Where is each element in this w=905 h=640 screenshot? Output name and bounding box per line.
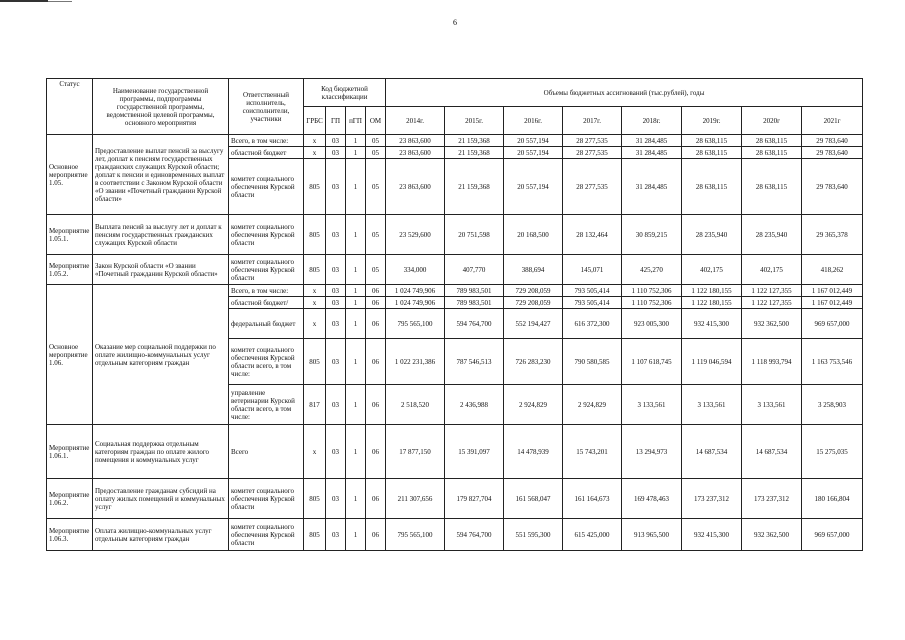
amount-cell: 793 505,414	[563, 297, 622, 309]
amount-cell: 20 168,500	[504, 215, 563, 255]
code-gp-cell: 03	[326, 285, 346, 297]
amount-cell: 31 284,485	[622, 147, 682, 159]
amount-cell: 923 005,300	[622, 309, 682, 339]
amount-cell: 616 372,300	[563, 309, 622, 339]
amount-cell: 729 208,059	[504, 285, 563, 297]
code-om-cell: 05	[366, 255, 386, 285]
amount-cell: 20 557,194	[504, 147, 563, 159]
amount-cell: 795 565,100	[386, 309, 445, 339]
program-name-cell: Оказание мер социальной поддержки по оплате жилищно-коммунальных услуг отдельным категориям граждан	[93, 285, 229, 425]
table-row	[47, 135, 863, 147]
header-volumes-group: Объемы бюджетных ассигнований (тыс.рублей), годы	[386, 79, 863, 107]
table-row	[47, 255, 863, 285]
code-pgp-cell: 1	[346, 519, 366, 551]
code-grbs-cell: 805	[304, 519, 326, 551]
code-om-cell: 05	[366, 159, 386, 215]
amount-cell: 795 565,100	[386, 519, 445, 551]
code-pgp-cell: 1	[346, 135, 366, 147]
code-gp-cell: 03	[326, 519, 346, 551]
amount-cell: 729 208,059	[504, 297, 563, 309]
amount-cell: 407,770	[445, 255, 504, 285]
table-row	[47, 425, 863, 479]
executor-cell: комитет социального обеспечения Курской области	[229, 519, 304, 551]
amount-cell: 161 568,047	[504, 479, 563, 519]
status-cell: Мероприятие 1.06.2.	[47, 479, 93, 519]
amount-cell: 334,000	[386, 255, 445, 285]
code-grbs-cell: x	[304, 135, 326, 147]
header-program-name: Наименование государственной программы, подпрограммы государственной программы, ведомственной целевой программы, основного мероприятия	[93, 79, 229, 135]
amount-cell: 180 166,804	[802, 479, 863, 519]
amount-cell: 388,694	[504, 255, 563, 285]
amount-cell: 969 657,000	[802, 519, 863, 551]
amount-cell: 3 133,561	[622, 385, 682, 425]
code-pgp-cell: 1	[346, 309, 366, 339]
code-grbs-cell: x	[304, 147, 326, 159]
amount-cell: 28 235,940	[682, 215, 742, 255]
amount-cell: 17 877,150	[386, 425, 445, 479]
amount-cell: 1 122 127,355	[742, 297, 802, 309]
code-grbs-cell: 805	[304, 215, 326, 255]
amount-cell: 211 307,656	[386, 479, 445, 519]
amount-cell: 551 595,300	[504, 519, 563, 551]
code-pgp-cell: 1	[346, 385, 366, 425]
amount-cell: 726 283,230	[504, 339, 563, 385]
code-grbs-cell: x	[304, 297, 326, 309]
code-gp-cell: 03	[326, 309, 346, 339]
amount-cell: 1 022 231,386	[386, 339, 445, 385]
amount-cell: 14 478,939	[504, 425, 563, 479]
executor-cell: комитет социального обеспечения Курской области	[229, 215, 304, 255]
amount-cell: 14 687,534	[682, 425, 742, 479]
amount-cell: 15 275,035	[802, 425, 863, 479]
amount-cell: 28 638,115	[682, 135, 742, 147]
code-om-cell: 06	[366, 309, 386, 339]
header-year: 2014г.	[386, 107, 445, 135]
amount-cell: 21 159,368	[445, 135, 504, 147]
amount-cell: 169 478,463	[622, 479, 682, 519]
amount-cell: 29 783,640	[802, 159, 863, 215]
amount-cell: 2 924,829	[504, 385, 563, 425]
amount-cell: 30 859,215	[622, 215, 682, 255]
amount-cell: 1 110 752,306	[622, 285, 682, 297]
amount-cell: 402,175	[742, 255, 802, 285]
executor-cell: комитет социального обеспечения Курской области	[229, 159, 304, 215]
amount-cell: 615 425,000	[563, 519, 622, 551]
status-cell: Мероприятие 1.05.1.	[47, 215, 93, 255]
amount-cell: 28 277,535	[563, 147, 622, 159]
code-pgp-cell: 1	[346, 147, 366, 159]
header-year: 2018г.	[622, 107, 682, 135]
amount-cell: 932 362,500	[742, 519, 802, 551]
amount-cell: 1 024 749,906	[386, 297, 445, 309]
amount-cell: 789 983,501	[445, 297, 504, 309]
amount-cell: 31 284,485	[622, 159, 682, 215]
executor-cell: Всего, в том числе:	[229, 285, 304, 297]
table-row	[47, 285, 863, 297]
amount-cell: 1 122 180,155	[682, 285, 742, 297]
code-pgp-cell: 1	[346, 479, 366, 519]
header-code: ГРБС	[304, 107, 326, 135]
amount-cell: 145,071	[563, 255, 622, 285]
header-year: 2015г.	[445, 107, 504, 135]
amount-cell: 23 863,600	[386, 135, 445, 147]
code-gp-cell: 03	[326, 385, 346, 425]
amount-cell: 913 965,500	[622, 519, 682, 551]
amount-cell: 3 133,561	[682, 385, 742, 425]
amount-cell: 21 159,368	[445, 159, 504, 215]
code-gp-cell: 03	[326, 255, 346, 285]
code-om-cell: 05	[366, 135, 386, 147]
header-year: 2017г.	[563, 107, 622, 135]
executor-cell: комитет социального обеспечения Курской области	[229, 255, 304, 285]
table-row	[47, 215, 863, 255]
amount-cell: 2 436,988	[445, 385, 504, 425]
amount-cell: 31 284,485	[622, 135, 682, 147]
code-grbs-cell: x	[304, 309, 326, 339]
status-cell: Мероприятие 1.06.1.	[47, 425, 93, 479]
page-number: 6	[453, 18, 457, 27]
amount-cell: 173 237,312	[682, 479, 742, 519]
program-name-cell: Социальная поддержка отдельным категориям граждан по оплате жилого помещения и коммунальных услуг	[93, 425, 229, 479]
amount-cell: 173 237,312	[742, 479, 802, 519]
program-name-cell: Выплата пенсий за выслугу лет и доплат к пенсиям государственных гражданских служащих Курской области	[93, 215, 229, 255]
amount-cell: 29 783,640	[802, 147, 863, 159]
amount-cell: 28 235,940	[742, 215, 802, 255]
code-pgp-cell: 1	[346, 159, 366, 215]
program-name-cell: Закон Курской области «О звании «Почетный гражданин Курской области»	[93, 255, 229, 285]
executor-cell: комитет социального обеспечения Курской области	[229, 479, 304, 519]
amount-cell: 28 638,115	[682, 147, 742, 159]
code-pgp-cell: 1	[346, 425, 366, 479]
scan-mark	[48, 1, 72, 2]
amount-cell: 2 924,829	[563, 385, 622, 425]
code-om-cell: 06	[366, 285, 386, 297]
code-gp-cell: 03	[326, 215, 346, 255]
code-om-cell: 05	[366, 215, 386, 255]
amount-cell: 1 122 127,355	[742, 285, 802, 297]
amount-cell: 13 294,973	[622, 425, 682, 479]
header-code: пГП	[346, 107, 366, 135]
code-om-cell: 06	[366, 385, 386, 425]
amount-cell: 28 638,115	[742, 147, 802, 159]
code-grbs-cell: x	[304, 285, 326, 297]
header-code: ГП	[326, 107, 346, 135]
amount-cell: 1 118 993,794	[742, 339, 802, 385]
amount-cell: 425,270	[622, 255, 682, 285]
status-cell: Основное мероприятие 1.05.	[47, 135, 93, 215]
amount-cell: 402,175	[682, 255, 742, 285]
code-gp-cell: 03	[326, 339, 346, 385]
header-executor: Ответственный исполнитель, соисполнители, участники	[229, 79, 304, 135]
code-grbs-cell: 817	[304, 385, 326, 425]
amount-cell: 15 391,097	[445, 425, 504, 479]
code-gp-cell: 03	[326, 135, 346, 147]
amount-cell: 161 164,673	[563, 479, 622, 519]
code-om-cell: 06	[366, 297, 386, 309]
amount-cell: 594 764,700	[445, 519, 504, 551]
amount-cell: 28 132,464	[563, 215, 622, 255]
amount-cell: 1 107 618,745	[622, 339, 682, 385]
amount-cell: 20 751,598	[445, 215, 504, 255]
program-name-cell: Предоставление выплат пенсий за выслугу лет, доплат к пенсиям государственных гражданских служащих Курской области; доплат к пенсии и единовременных выплат в соответствии с Законом Курской области «О звании «Почетный гражданин Курской области»	[93, 135, 229, 215]
amount-cell: 2 518,520	[386, 385, 445, 425]
code-om-cell: 05	[366, 147, 386, 159]
program-name-cell: Оплата жилищно-коммунальных услуг отдельным категориям граждан	[93, 519, 229, 551]
amount-cell: 418,262	[802, 255, 863, 285]
amount-cell: 1 163 753,546	[802, 339, 863, 385]
code-pgp-cell: 1	[346, 255, 366, 285]
amount-cell: 28 638,115	[682, 159, 742, 215]
amount-cell: 1 110 752,306	[622, 297, 682, 309]
amount-cell: 15 743,201	[563, 425, 622, 479]
amount-cell: 28 277,535	[563, 135, 622, 147]
code-grbs-cell: 805	[304, 479, 326, 519]
amount-cell: 594 764,700	[445, 309, 504, 339]
amount-cell: 29 365,378	[802, 215, 863, 255]
code-grbs-cell: 805	[304, 159, 326, 215]
code-grbs-cell: 805	[304, 339, 326, 385]
amount-cell: 552 194,427	[504, 309, 563, 339]
header-status: Статус	[47, 79, 93, 135]
code-om-cell: 06	[366, 425, 386, 479]
header-code-group: Код бюджетной классификации	[304, 79, 386, 107]
amount-cell: 932 415,300	[682, 309, 742, 339]
amount-cell: 1 122 180,155	[682, 297, 742, 309]
executor-cell: федеральный бюджет	[229, 309, 304, 339]
status-cell: Мероприятие 1.06.3.	[47, 519, 93, 551]
header-code: ОМ	[366, 107, 386, 135]
code-gp-cell: 03	[326, 159, 346, 215]
amount-cell: 1 024 749,906	[386, 285, 445, 297]
amount-cell: 28 277,535	[563, 159, 622, 215]
code-pgp-cell: 1	[346, 215, 366, 255]
table-row	[47, 519, 863, 551]
scan-mark	[0, 0, 48, 2]
header-year: 2020г	[742, 107, 802, 135]
executor-cell: комитет социального обеспечения Курской области всего, в том числе:	[229, 339, 304, 385]
amount-cell: 21 159,368	[445, 147, 504, 159]
amount-cell: 932 362,500	[742, 309, 802, 339]
header-year: 2019г.	[682, 107, 742, 135]
amount-cell: 28 638,115	[742, 135, 802, 147]
amount-cell: 3 133,561	[742, 385, 802, 425]
code-gp-cell: 03	[326, 147, 346, 159]
code-pgp-cell: 1	[346, 339, 366, 385]
amount-cell: 20 557,194	[504, 135, 563, 147]
code-gp-cell: 03	[326, 479, 346, 519]
executor-cell: областной бюджет	[229, 147, 304, 159]
amount-cell: 29 783,640	[802, 135, 863, 147]
executor-cell: областной бюджет/	[229, 297, 304, 309]
amount-cell: 23 863,600	[386, 159, 445, 215]
header-year: 2016г.	[504, 107, 563, 135]
amount-cell: 1 119 046,594	[682, 339, 742, 385]
code-gp-cell: 03	[326, 425, 346, 479]
table-body	[47, 135, 863, 551]
amount-cell: 932 415,300	[682, 519, 742, 551]
amount-cell: 787 546,513	[445, 339, 504, 385]
program-name-cell: Предоставление гражданам субсидий на оплату жилых помещений и коммунальных услуг	[93, 479, 229, 519]
amount-cell: 1 167 012,449	[802, 297, 863, 309]
amount-cell: 14 687,534	[742, 425, 802, 479]
code-gp-cell: 03	[326, 297, 346, 309]
amount-cell: 790 580,585	[563, 339, 622, 385]
code-pgp-cell: 1	[346, 297, 366, 309]
code-om-cell: 06	[366, 519, 386, 551]
amount-cell: 23 529,600	[386, 215, 445, 255]
amount-cell: 179 827,704	[445, 479, 504, 519]
status-cell: Основное мероприятие 1.06.	[47, 285, 93, 425]
code-grbs-cell: 805	[304, 255, 326, 285]
amount-cell: 1 167 012,449	[802, 285, 863, 297]
amount-cell: 3 258,903	[802, 385, 863, 425]
code-om-cell: 06	[366, 339, 386, 385]
budget-table	[46, 78, 863, 551]
table-row	[47, 479, 863, 519]
code-grbs-cell: x	[304, 425, 326, 479]
executor-cell: управление ветеринарии Курской области всего, в том числе:	[229, 385, 304, 425]
status-cell: Мероприятие 1.05.2.	[47, 255, 93, 285]
amount-cell: 20 557,194	[504, 159, 563, 215]
executor-cell: Всего, в том числе:	[229, 135, 304, 147]
executor-cell: Всего	[229, 425, 304, 479]
code-pgp-cell: 1	[346, 285, 366, 297]
amount-cell: 789 983,501	[445, 285, 504, 297]
code-om-cell: 06	[366, 479, 386, 519]
amount-cell: 793 505,414	[563, 285, 622, 297]
header-year: 2021г	[802, 107, 863, 135]
amount-cell: 969 657,000	[802, 309, 863, 339]
amount-cell: 23 863,600	[386, 147, 445, 159]
amount-cell: 28 638,115	[742, 159, 802, 215]
